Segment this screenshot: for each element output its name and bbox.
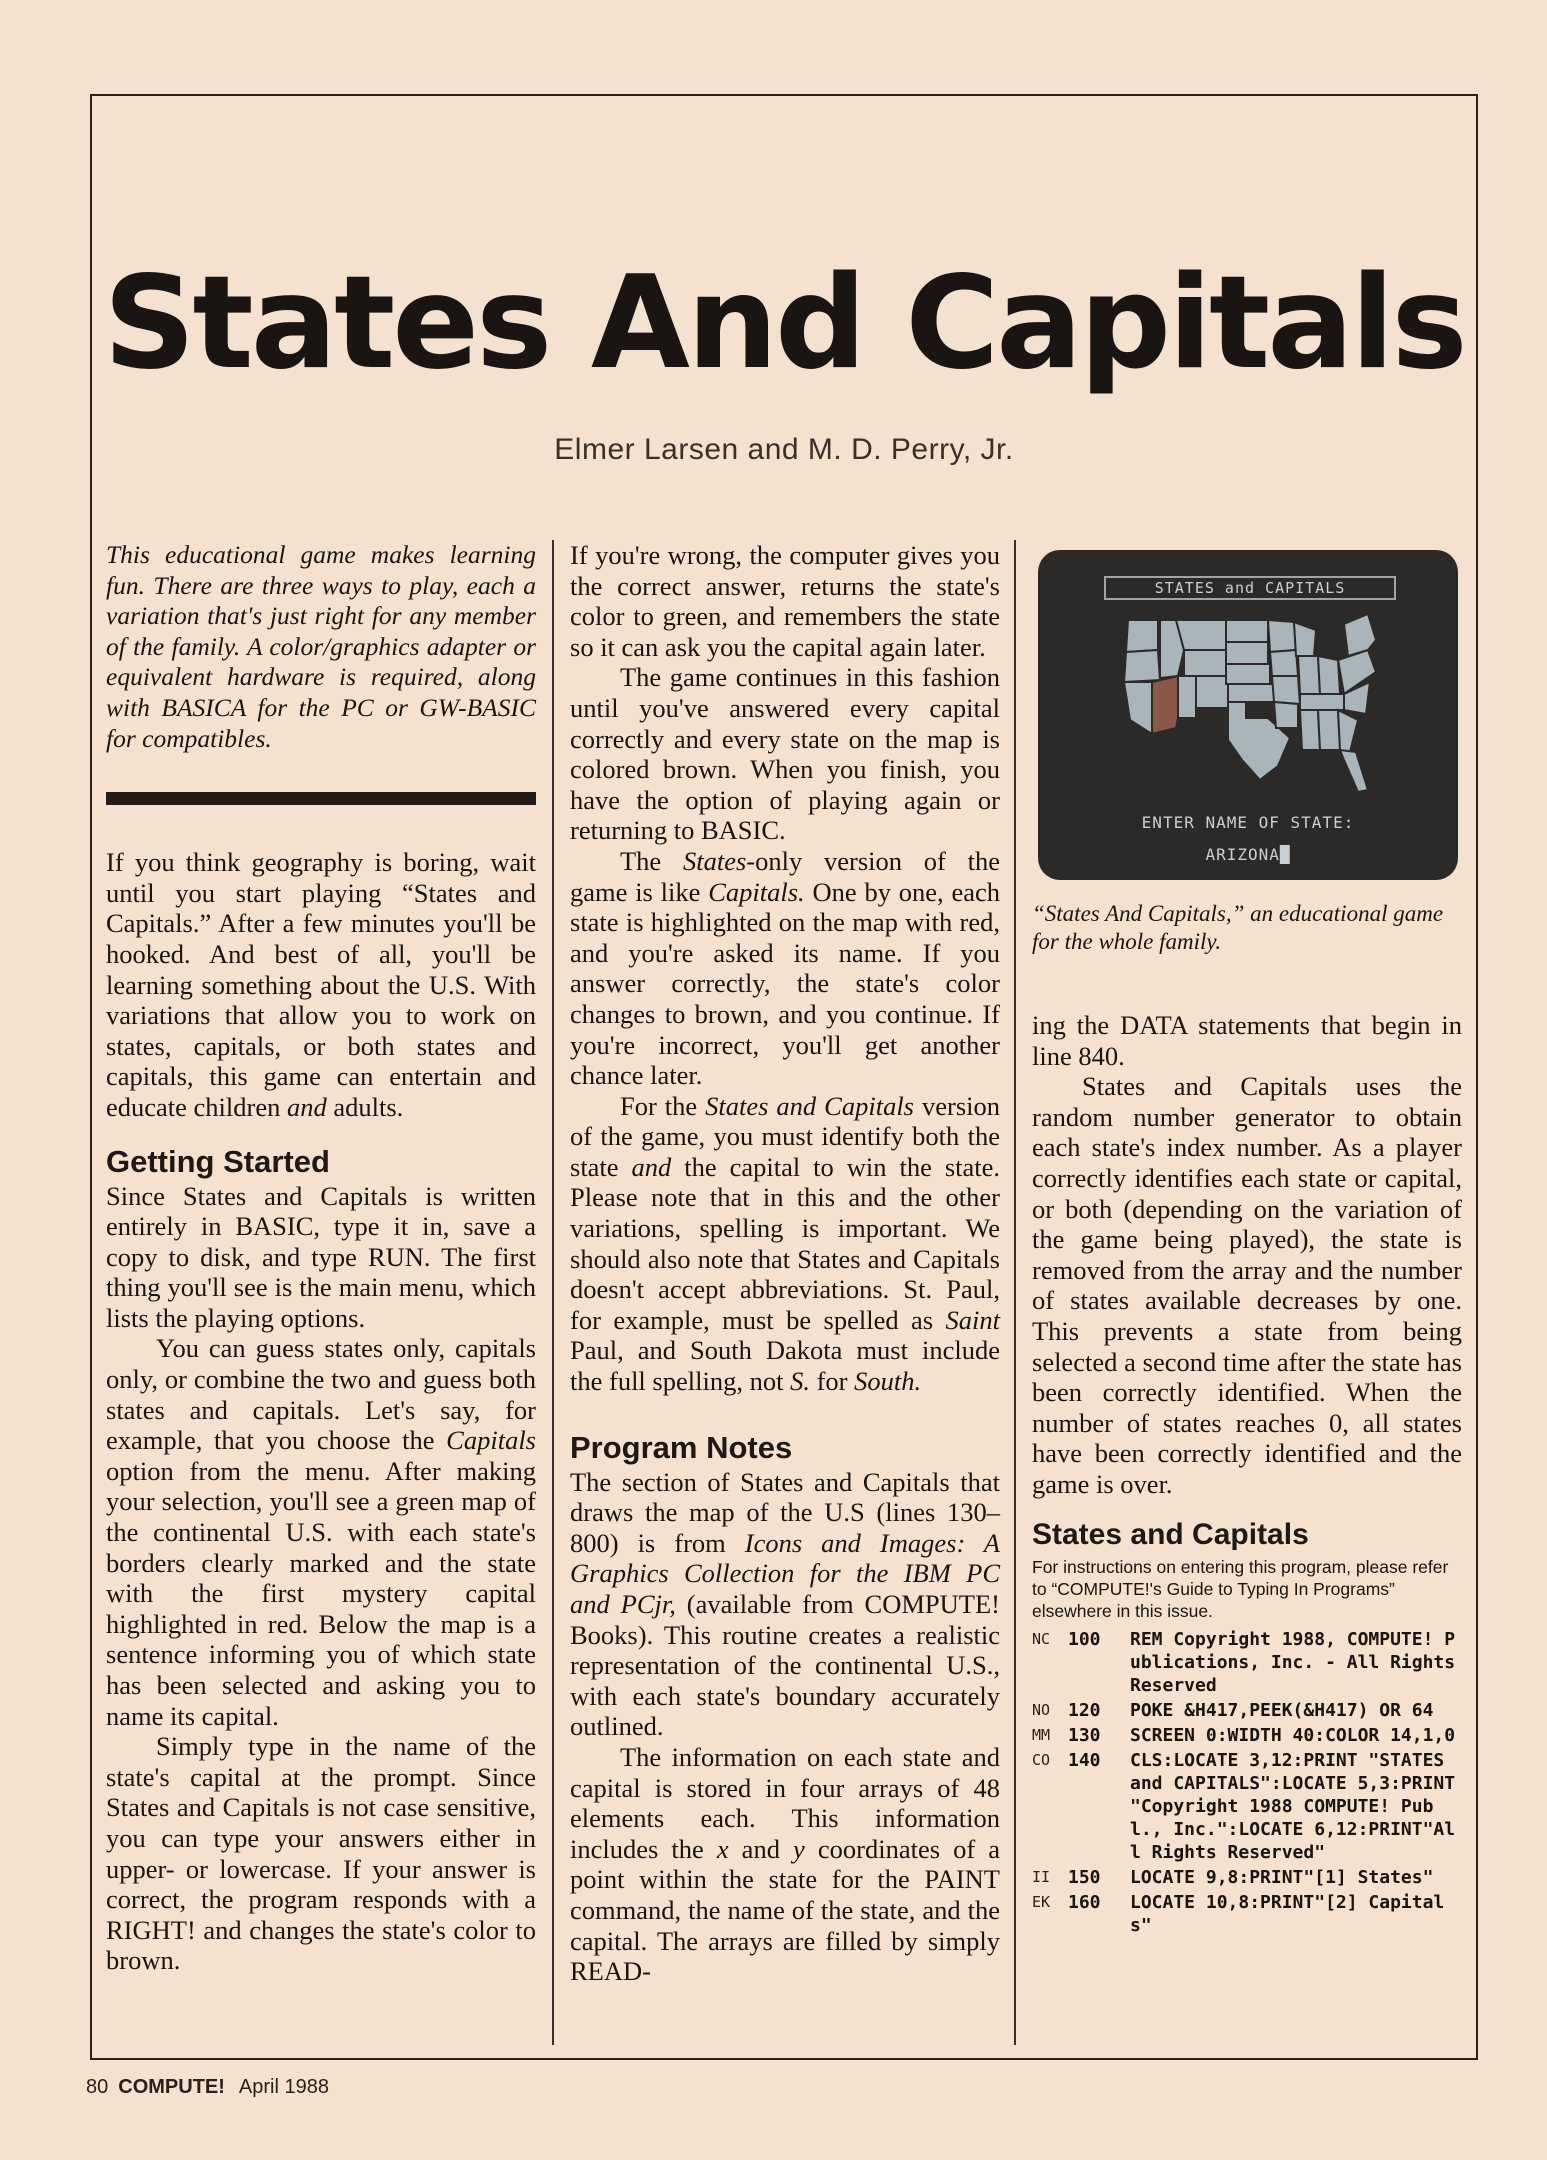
game-screenshot — [1038, 550, 1458, 880]
text-run: If you think geography is boring, wait until you start playing “States and Capitals.” After a few minutes you'll be hooked. And best of all, you'll be learning something about the U.S. With variations that allow you to work on states, capitals, or both states and capitals, this game can entertain and educate children — [106, 847, 536, 1122]
article-byline: Elmer Larsen and M. D. Perry, Jr. — [554, 433, 1014, 466]
code-line — [1032, 1866, 1462, 1889]
line-number: 160 — [1068, 1892, 1101, 1914]
checksum: NO — [1032, 1701, 1051, 1720]
column-2 — [570, 540, 1000, 1987]
code-text: POKE &H417,PEEK(&H417) OR 64 — [1130, 1700, 1434, 1722]
code-text: LOCATE 10,8:PRINT"[2] Capitals" — [1130, 1892, 1445, 1937]
paragraph — [570, 846, 1000, 1091]
text-run: Saint — [945, 1304, 1000, 1335]
text-run: South. — [854, 1366, 922, 1397]
us-map-image — [1118, 610, 1378, 800]
text-run: and — [631, 1151, 672, 1182]
line-number: 120 — [1068, 1700, 1101, 1722]
program-listing — [1032, 1628, 1466, 1937]
checksum: MM — [1032, 1726, 1051, 1745]
page-number: 80 — [86, 2076, 109, 2098]
intro-blurb: This educational game makes learning fun. There are three ways to play, each a variation that's just right for any member of the family. A color/graphics adapter or equivalent hardware is required, along with BASICA for the PC or GW-BASIC for compatibles. — [106, 540, 536, 753]
code-line — [1032, 1749, 1466, 1864]
text-run: The — [620, 845, 683, 876]
text-run: the capital to win the state. Please note that in this and the other variations, spelling is important. We should also note that States and Capitals doesn't accept abbreviations. St. Paul, for example, must be spelled as — [570, 1151, 1001, 1335]
paragraph — [570, 1091, 1000, 1397]
code-line — [1032, 1699, 1462, 1722]
text-run: Icons and Images: A Graphics Collection for the IBM PC and PCjr, — [570, 1527, 1000, 1619]
paragraph: Since States and Capitals is written entirely in BASIC, type it in, save a copy to disk, and type RUN. The first thing you'll see is the main menu, which lists the playing options. — [106, 1180, 536, 1333]
text-run: Paul, and South Dakota must include the full spelling, not — [570, 1335, 1000, 1397]
text-run: x — [716, 1833, 729, 1864]
paragraph — [570, 1742, 1000, 1987]
screen-prompt: ENTER NAME OF STATE: — [1141, 813, 1355, 832]
text-run: States and Capitals — [705, 1090, 914, 1121]
issue-date: April 1988 — [238, 2076, 329, 2098]
line-number: 100 — [1068, 1629, 1101, 1651]
paragraph: If you're wrong, the computer gives you the correct answer, returns the state's color to green, and remembers the state so it can ask you the capital again later. — [570, 540, 1000, 662]
code-text: LOCATE 9,8:PRINT"[1] States" — [1130, 1867, 1434, 1889]
screen-answer: ARIZONA█ — [1205, 845, 1291, 864]
section-heading: Getting Started — [106, 1143, 330, 1179]
column-divider — [552, 540, 554, 2045]
paragraph: Simply type in the name of the state's capital at the prompt. Since States and Capitals is not case sensitive, you can type your answers either in upper- or lowercase. If your answer is correct, the program responds with a RIGHT! and changes the state's color to brown. — [106, 1731, 536, 1976]
line-number: 150 — [1068, 1867, 1101, 1889]
paragraph — [570, 1467, 1000, 1742]
text-run: One by one, each state is highlighted on the map with red, and you're asked its name. If you answer correctly, the state's color changes to brown, and you continue. If you're incorrect, you'll get another chance later. — [570, 876, 1000, 1091]
text-run: The section of States and Capitals that draws the map of the U.S (lines 130–800) is from — [570, 1466, 1000, 1558]
line-number: 130 — [1068, 1725, 1101, 1747]
checksum: EK — [1032, 1893, 1051, 1912]
listing-note: For instructions on entering this program, please refer to “COMPUTE!'s Guide to Typing In Programs” elsewhere in this issue. — [1032, 1557, 1449, 1622]
text-run: and — [728, 1833, 794, 1864]
checksum: NC — [1032, 1630, 1051, 1649]
text-run: and — [286, 1091, 327, 1122]
text-run: The information on each state and capital is stored in four arrays of 48 elements each. This information includes the — [570, 1741, 1000, 1864]
text-run: option from the menu. After making your selection, you'll see a green map of the continental U.S. with each state's borders clearly marked and the state with the first mystery capital highlighted in red. Below the map is a sentence informing you of which state has been selected and asking you to name its capital. — [106, 1455, 536, 1731]
paragraph: ing the DATA statements that begin in line 840. — [1032, 1010, 1462, 1071]
text-run: version of the game, you must identify both the state — [570, 1090, 1000, 1182]
article-title: States And Capitals — [103, 249, 1465, 398]
magazine-name: COMPUTE! — [118, 2076, 225, 2098]
text-run: for — [809, 1366, 855, 1397]
text-run: (available from COMPUTE! Books). This routine creates a realistic representation of the continental U.S., with each state's boundary accurately outlined. — [570, 1589, 1000, 1742]
code-line — [1032, 1724, 1462, 1747]
text-run: You can guess states only, capitals only, or combine the two and guess both states and capitals. Let's say, for example, that you choose the — [106, 1333, 536, 1456]
text-run: S. — [790, 1366, 810, 1397]
page-footer — [86, 2076, 329, 2099]
screen-title: STATES and CAPITALS — [1104, 576, 1396, 600]
column-3 — [1032, 540, 1466, 1939]
paragraph — [106, 1333, 536, 1731]
text-run: For the — [620, 1090, 706, 1121]
section-heading: Program Notes — [570, 1429, 793, 1465]
text-run: Capitals. — [708, 876, 805, 907]
text-run: coordinates of a point within the state for the PAINT command, the name of the state, and the capital. The arrays are filled by simply READ- — [570, 1833, 1001, 1987]
paragraph — [106, 847, 536, 1122]
text-run: States — [682, 845, 747, 876]
column-divider — [1014, 540, 1016, 2045]
checksum: CO — [1032, 1751, 1051, 1770]
code-text: CLS:LOCATE 3,12:PRINT "STATES and CAPITALS":LOCATE 5,3:PRINT "Copyright 1988 COMPUTE! Publ., Inc.":LOCATE 6,12:PRINT"All Rights Reserved" — [1130, 1750, 1466, 1864]
line-number: 140 — [1068, 1750, 1101, 1772]
text-run: Capitals — [446, 1425, 536, 1456]
paragraph: States and Capitals uses the random number generator to obtain each state's index number. As a player correctly identifies each state or capital, or both (depending on the variation of the game being played), the state is removed from the array and the number of states available decreases by one. This prevents a state from being selected a second time after the state has been correctly identified. When the number of states reaches 0, all states have been correctly identified and the game is over. — [1032, 1071, 1462, 1499]
column-1 — [106, 540, 536, 1976]
text-run: -only version of the game is like — [570, 845, 1000, 907]
code-line — [1032, 1891, 1462, 1937]
text-run: y — [793, 1833, 805, 1864]
code-text: SCREEN 0:WIDTH 40:COLOR 14,1,0 — [1130, 1725, 1456, 1747]
section-bar — [106, 792, 536, 805]
image-caption: “States And Capitals,” an educational game for the whole family. — [1032, 901, 1444, 954]
paragraph: The game continues in this fashion until you've answered every capital correctly and every state on the map is colored brown. When you finish, you have the option of playing again or returning to BASIC. — [570, 662, 1000, 846]
text-run: adults. — [326, 1091, 404, 1122]
listing-title: States and Capitals — [1032, 1517, 1309, 1551]
code-line — [1032, 1628, 1466, 1697]
checksum: II — [1032, 1868, 1051, 1887]
code-text: REM Copyright 1988, COMPUTE! Publications, Inc. - All Rights Reserved — [1130, 1629, 1466, 1697]
